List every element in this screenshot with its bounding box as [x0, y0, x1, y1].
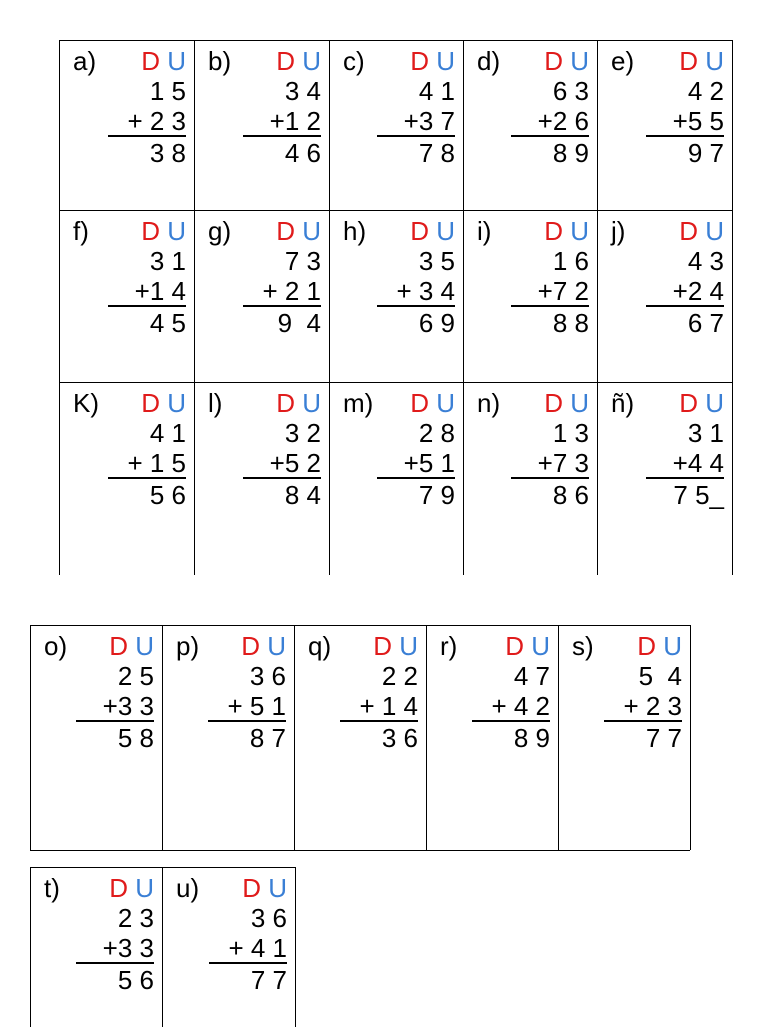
- addend-top: 4 7: [513, 661, 550, 691]
- problem-cell: [343, 46, 455, 176]
- sum-result: 3 8: [149, 138, 186, 168]
- sum-result: 5 8: [117, 723, 154, 753]
- sum-result: 4 6: [284, 138, 321, 168]
- problem-cell: [572, 631, 682, 761]
- addend-bottom: +5 1: [403, 448, 455, 478]
- sum-line: [646, 135, 724, 137]
- problem-cell: [477, 388, 589, 518]
- sum-result: 7 7: [645, 723, 682, 753]
- units-letter: U: [570, 388, 589, 418]
- problem-cell: [176, 873, 287, 1003]
- addend-top: 7 3: [284, 246, 321, 276]
- grid-column-line: [30, 867, 31, 1027]
- addend-bottom: +2 4: [672, 276, 724, 306]
- addend-bottom: + 2 3: [623, 691, 682, 721]
- addend-top: 2 3: [117, 903, 154, 933]
- grid-row-line: [30, 625, 690, 626]
- problem-cell: [343, 216, 455, 346]
- sum-line: [340, 720, 418, 722]
- grid-row-line: [30, 850, 690, 851]
- problem-cell: [611, 216, 724, 346]
- tens-letter: D: [505, 631, 524, 661]
- sum-result: 5 6: [149, 480, 186, 510]
- problem-label: o): [44, 631, 68, 661]
- addend-top: 4 2: [687, 76, 724, 106]
- problem-cell: [176, 631, 286, 761]
- problem-label: e): [611, 46, 635, 76]
- sum-line: [243, 477, 321, 479]
- grid-column-line: [732, 40, 733, 575]
- addend-bottom: + 1 5: [127, 448, 186, 478]
- grid-row-line: [59, 210, 732, 211]
- worksheet-grid-top: [59, 40, 732, 575]
- addend-bottom: +3 7: [403, 106, 455, 136]
- units-letter: U: [302, 388, 321, 418]
- units-letter: U: [705, 388, 724, 418]
- units-letter: U: [302, 46, 321, 76]
- sum-result: 4 5: [149, 308, 186, 338]
- problem-cell: [73, 216, 186, 346]
- grid-column-line: [295, 867, 296, 1027]
- place-value-header: [373, 631, 418, 661]
- addend-top: 3 4: [284, 76, 321, 106]
- units-letter: U: [135, 873, 154, 903]
- sum-line: [243, 305, 321, 307]
- addend-bottom: +5 5: [672, 106, 724, 136]
- sum-line: [377, 477, 455, 479]
- place-value-header: [276, 216, 321, 246]
- units-letter: U: [570, 46, 589, 76]
- addend-top: 4 1: [149, 418, 186, 448]
- problem-label: m): [343, 388, 374, 418]
- place-value-header: [242, 873, 287, 903]
- sum-result: 8 9: [552, 138, 589, 168]
- sum-result: 8 4: [284, 480, 321, 510]
- addend-top: 4 1: [418, 76, 455, 106]
- addend-bottom: + 5 1: [227, 691, 286, 721]
- tens-letter: D: [141, 216, 160, 246]
- addend-top: 3 6: [249, 661, 286, 691]
- sum-result: 9 7: [687, 138, 724, 168]
- tens-letter: D: [276, 46, 295, 76]
- place-value-header: [141, 216, 186, 246]
- problem-cell: [308, 631, 418, 761]
- sum-line: [76, 720, 154, 722]
- place-value-header: [410, 388, 455, 418]
- problem-label: t): [44, 873, 60, 903]
- addend-top: 2 8: [418, 418, 455, 448]
- sum-line: [646, 305, 724, 307]
- sum-line: [76, 962, 154, 964]
- grid-column-line: [59, 40, 60, 575]
- sum-line: [377, 135, 455, 137]
- sum-result: 8 7: [249, 723, 286, 753]
- addend-bottom: + 4 2: [491, 691, 550, 721]
- addend-top: 2 5: [117, 661, 154, 691]
- units-letter: U: [705, 216, 724, 246]
- sum-result: 7 8: [418, 138, 455, 168]
- grid-row-line: [59, 382, 732, 383]
- sum-line: [511, 305, 589, 307]
- problem-cell: [611, 388, 724, 518]
- problem-cell: [477, 46, 589, 176]
- grid-column-line: [30, 625, 31, 850]
- problem-label: d): [477, 46, 501, 76]
- sum-result: 6 7: [687, 308, 724, 338]
- problem-label: g): [208, 216, 232, 246]
- addend-bottom: +3 3: [102, 691, 154, 721]
- addend-bottom: +2 6: [537, 106, 589, 136]
- units-letter: U: [302, 216, 321, 246]
- tens-letter: D: [276, 216, 295, 246]
- worksheet-grid-bottom: [30, 867, 295, 1027]
- tens-letter: D: [242, 873, 261, 903]
- tens-letter: D: [141, 388, 160, 418]
- problem-cell: [44, 631, 154, 761]
- tens-letter: D: [679, 216, 698, 246]
- addend-bottom: +7 2: [537, 276, 589, 306]
- grid-column-line: [194, 40, 195, 575]
- units-letter: U: [167, 388, 186, 418]
- problem-label: l): [208, 388, 223, 418]
- place-value-header: [544, 388, 589, 418]
- addend-bottom: + 4 1: [228, 933, 287, 963]
- addend-top: 3 6: [250, 903, 287, 933]
- tens-letter: D: [679, 46, 698, 76]
- place-value-header: [141, 388, 186, 418]
- addend-top: 3 1: [687, 418, 724, 448]
- problem-cell: [208, 388, 321, 518]
- problem-cell: [477, 216, 589, 346]
- units-letter: U: [570, 216, 589, 246]
- tens-letter: D: [410, 46, 429, 76]
- tens-letter: D: [637, 631, 656, 661]
- sum-result: 6 9: [418, 308, 455, 338]
- worksheet-grid-middle: [30, 625, 690, 850]
- problem-label: ñ): [611, 388, 635, 418]
- units-letter: U: [436, 216, 455, 246]
- sum-line: [377, 305, 455, 307]
- tens-letter: D: [544, 388, 563, 418]
- problem-label: f): [73, 216, 89, 246]
- problem-cell: [343, 388, 455, 518]
- problem-label: u): [176, 873, 200, 903]
- place-value-header: [410, 46, 455, 76]
- tens-letter: D: [109, 873, 128, 903]
- addend-bottom: +1 2: [269, 106, 321, 136]
- sum-line: [511, 135, 589, 137]
- problem-cell: [208, 46, 321, 176]
- addend-top: 5 4: [638, 661, 682, 691]
- addend-bottom: + 3 4: [396, 276, 455, 306]
- addend-top: 6 3: [552, 76, 589, 106]
- place-value-header: [109, 631, 154, 661]
- place-value-header: [544, 46, 589, 76]
- problem-cell: [73, 46, 186, 176]
- addend-bottom: + 2 3: [127, 106, 186, 136]
- units-letter: U: [399, 631, 418, 661]
- units-letter: U: [268, 873, 287, 903]
- units-letter: U: [267, 631, 286, 661]
- grid-column-line: [162, 867, 163, 1027]
- sum-result: 8 9: [513, 723, 550, 753]
- problem-label: r): [440, 631, 458, 661]
- sum-line: [108, 477, 186, 479]
- sum-result: 7 7: [250, 965, 287, 995]
- tens-letter: D: [410, 216, 429, 246]
- problem-cell: [208, 216, 321, 346]
- sum-line: [646, 477, 724, 479]
- addend-top: 1 3: [552, 418, 589, 448]
- addend-bottom: +1 4: [134, 276, 186, 306]
- sum-line: [604, 720, 682, 722]
- place-value-header: [410, 216, 455, 246]
- addend-top: 3 2: [284, 418, 321, 448]
- sum-result: 8 8: [552, 308, 589, 338]
- problem-cell: [44, 873, 154, 1003]
- place-value-header: [241, 631, 286, 661]
- units-letter: U: [663, 631, 682, 661]
- place-value-header: [544, 216, 589, 246]
- problem-label: n): [477, 388, 501, 418]
- addend-bottom: +7 3: [537, 448, 589, 478]
- tens-letter: D: [544, 46, 563, 76]
- tens-letter: D: [109, 631, 128, 661]
- units-letter: U: [705, 46, 724, 76]
- addend-top: 1 6: [552, 246, 589, 276]
- addend-bottom: +4 4: [672, 448, 724, 478]
- grid-column-line: [426, 625, 427, 850]
- place-value-header: [505, 631, 550, 661]
- grid-column-line: [463, 40, 464, 575]
- tens-letter: D: [241, 631, 260, 661]
- sum-line: [209, 962, 287, 964]
- problem-label: j): [611, 216, 626, 246]
- grid-column-line: [558, 625, 559, 850]
- tens-letter: D: [373, 631, 392, 661]
- sum-result: 8 6: [552, 480, 589, 510]
- addend-top: 3 1: [149, 246, 186, 276]
- units-letter: U: [436, 388, 455, 418]
- sum-line: [511, 477, 589, 479]
- grid-column-line: [162, 625, 163, 850]
- problem-label: p): [176, 631, 200, 661]
- sum-line: [208, 720, 286, 722]
- problem-label: b): [208, 46, 232, 76]
- addend-top: 1 5: [149, 76, 186, 106]
- sum-line: [108, 305, 186, 307]
- sum-result: 7 9: [418, 480, 455, 510]
- grid-column-line: [690, 625, 691, 850]
- addend-bottom: +3 3: [102, 933, 154, 963]
- addend-top: 3 5: [418, 246, 455, 276]
- addend-top: 2 2: [381, 661, 418, 691]
- sum-result: 3 6: [381, 723, 418, 753]
- sum-result: 5 6: [117, 965, 154, 995]
- grid-column-line: [294, 625, 295, 850]
- place-value-header: [679, 216, 724, 246]
- problem-cell: [73, 388, 186, 518]
- place-value-header: [141, 46, 186, 76]
- sum-line: [108, 135, 186, 137]
- problem-label: s): [572, 631, 594, 661]
- addend-bottom: + 2 1: [262, 276, 321, 306]
- place-value-header: [637, 631, 682, 661]
- tens-letter: D: [679, 388, 698, 418]
- grid-column-line: [329, 40, 330, 575]
- sum-line: [472, 720, 550, 722]
- units-letter: U: [436, 46, 455, 76]
- place-value-header: [679, 388, 724, 418]
- sum-result: 7 5_: [673, 480, 724, 510]
- grid-column-line: [597, 40, 598, 575]
- tens-letter: D: [410, 388, 429, 418]
- problem-label: h): [343, 216, 367, 246]
- addend-bottom: + 1 4: [359, 691, 418, 721]
- place-value-header: [109, 873, 154, 903]
- grid-row-line: [59, 40, 732, 41]
- sum-result: 9 4: [277, 308, 321, 338]
- units-letter: U: [135, 631, 154, 661]
- problem-label: c): [343, 46, 365, 76]
- place-value-header: [679, 46, 724, 76]
- units-letter: U: [167, 46, 186, 76]
- units-letter: U: [167, 216, 186, 246]
- problem-label: q): [308, 631, 332, 661]
- addend-bottom: +5 2: [269, 448, 321, 478]
- grid-row-line: [30, 867, 295, 868]
- sum-line: [243, 135, 321, 137]
- place-value-header: [276, 46, 321, 76]
- problem-label: K): [73, 388, 99, 418]
- place-value-header: [276, 388, 321, 418]
- tens-letter: D: [544, 216, 563, 246]
- problem-cell: [440, 631, 550, 761]
- problem-label: i): [477, 216, 492, 246]
- tens-letter: D: [141, 46, 160, 76]
- units-letter: U: [531, 631, 550, 661]
- tens-letter: D: [276, 388, 295, 418]
- problem-label: a): [73, 46, 97, 76]
- addend-top: 4 3: [687, 246, 724, 276]
- problem-cell: [611, 46, 724, 176]
